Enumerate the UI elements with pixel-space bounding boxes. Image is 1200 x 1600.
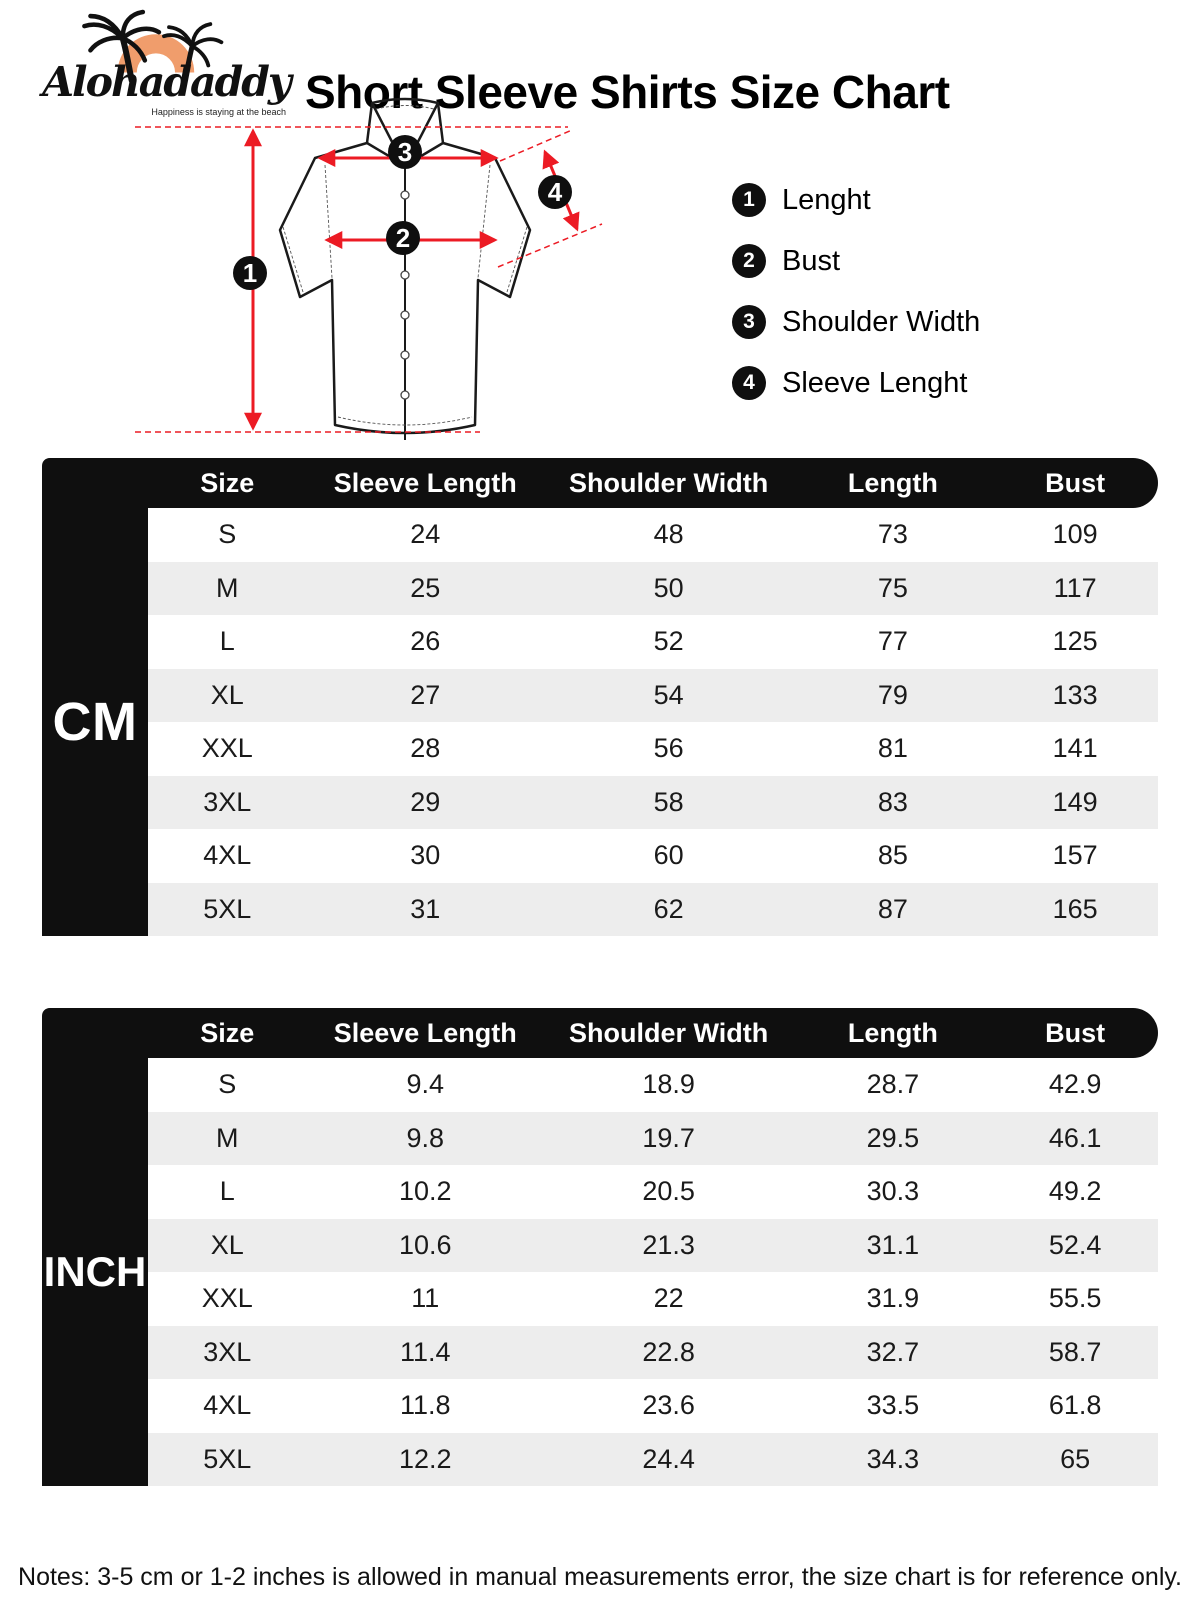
legend-item [732, 180, 980, 220]
column-header: Bust [1045, 467, 1106, 498]
measurement-legend [732, 180, 980, 424]
table-cell: 77 [877, 626, 908, 657]
table-cell: 62 [653, 893, 684, 924]
table-cell: 11.4 [399, 1336, 451, 1367]
table-row [148, 776, 1158, 830]
table-cell: 30.3 [866, 1176, 920, 1207]
table-cell: 18.9 [642, 1069, 695, 1100]
table-row [148, 829, 1158, 883]
table-row [148, 669, 1158, 723]
marker-3-badge [388, 135, 422, 169]
table-cell: 4XL [203, 1390, 252, 1421]
table-body [42, 508, 1158, 936]
marker-2-badge [386, 221, 420, 255]
column-header: Shoulder Width [569, 1017, 769, 1048]
table-cell: 5XL [203, 893, 252, 924]
table-cell: 79 [877, 679, 908, 710]
table-cell: 34.3 [866, 1443, 920, 1474]
table-cell: 24 [410, 519, 441, 550]
table-row [148, 562, 1158, 616]
table-cell: 27 [410, 679, 441, 710]
column-header: Bust [1045, 1017, 1106, 1048]
table-cell: 3XL [203, 786, 252, 817]
table-cell: S [218, 1069, 237, 1100]
page-title: Short Sleeve Shirts Size Chart [305, 65, 950, 118]
table-cell: 52.4 [1048, 1229, 1102, 1260]
table-row [148, 1165, 1158, 1219]
table-header-row [42, 1008, 1158, 1058]
table-cell: 73 [877, 519, 908, 550]
table-cell: 31.9 [866, 1283, 920, 1314]
table-cell: 49.2 [1048, 1176, 1102, 1207]
column-header: Sleeve Length [333, 1017, 517, 1048]
table-cell: 58.7 [1048, 1336, 1102, 1367]
legend-num-badge: 2 [732, 244, 766, 278]
column-header: Length [847, 1017, 938, 1048]
table-cell: 25 [410, 572, 441, 603]
legend-num-badge: 1 [732, 183, 766, 217]
table-cell: 10.6 [398, 1229, 452, 1260]
table-cell: 85 [877, 840, 908, 871]
table-header-row [42, 458, 1158, 508]
table-cell: 81 [877, 733, 908, 764]
table-cell: 55.5 [1048, 1283, 1102, 1314]
table-cell: 52 [653, 626, 684, 657]
table-cell: XXL [201, 733, 253, 764]
table-cell: 165 [1052, 893, 1098, 924]
table-cell: 65 [1060, 1443, 1091, 1474]
table-row [148, 722, 1158, 776]
sleeve-extent-dashed-line [500, 130, 572, 161]
legend-label: Lenght [782, 183, 871, 216]
table-cell: 21.3 [642, 1229, 695, 1260]
table-cell: 9.4 [406, 1069, 444, 1100]
table-row [148, 615, 1158, 669]
table-cell: 157 [1052, 840, 1098, 871]
legend-item [732, 363, 980, 403]
column-header: Size [200, 467, 255, 498]
marker-4-badge [538, 175, 572, 209]
svg-text:1: 1 [242, 258, 258, 288]
table-cell: 29.5 [866, 1122, 920, 1153]
svg-text:4: 4 [547, 177, 563, 207]
table-cell: 33.5 [866, 1390, 920, 1421]
legend-label: Shoulder Width [782, 305, 981, 338]
size-table-cm [42, 458, 1158, 936]
table-cell: 58 [653, 786, 684, 817]
column-header: Length [847, 467, 938, 498]
size-table-inch [42, 1008, 1158, 1486]
brand-tagline: Happiness is staying at the beach [151, 107, 286, 117]
table-cell: 117 [1053, 572, 1097, 603]
table-cell: 11 [411, 1283, 440, 1314]
table-cell: 46.1 [1048, 1122, 1102, 1153]
table-cell: 109 [1052, 519, 1098, 550]
table-cell: 60 [653, 840, 684, 871]
sleeve-extent-dashed-line [498, 224, 602, 267]
table-cell: 24.4 [642, 1443, 695, 1474]
table-row [148, 1272, 1158, 1326]
column-header: Size [200, 1017, 255, 1048]
table-cell: S [218, 519, 237, 550]
table-cell: XL [210, 679, 244, 710]
table-row [148, 508, 1158, 562]
legend-item [732, 302, 980, 342]
table-cell: 54 [653, 679, 684, 710]
table-row [148, 1058, 1158, 1112]
table-cell: 22 [653, 1283, 684, 1314]
table-cell: L [219, 626, 235, 657]
legend-label: Bust [782, 244, 841, 277]
table-cell: 3XL [203, 1336, 252, 1367]
table-cell: M [216, 572, 239, 603]
svg-text:2: 2 [395, 223, 411, 253]
notes-text: Notes: 3-5 cm or 1-2 inches is allowed in manual measurements error, the size chart is for reference only. [18, 1563, 1182, 1591]
table-row [148, 1112, 1158, 1166]
table-cell: 61.8 [1048, 1390, 1102, 1421]
marker-1-badge [233, 256, 267, 290]
table-row [148, 883, 1158, 937]
table-cell: XXL [201, 1283, 253, 1314]
legend-num-badge: 3 [732, 305, 766, 339]
column-header: Shoulder Width [569, 467, 769, 498]
table-cell: 20.5 [642, 1176, 695, 1207]
table-cell: 50 [653, 572, 684, 603]
table-cell: XL [210, 1229, 244, 1260]
legend-item [732, 241, 980, 281]
table-cell: 42.9 [1048, 1069, 1102, 1100]
table-row [148, 1326, 1158, 1380]
table-cell: 125 [1052, 626, 1098, 657]
unit-label: CM [52, 692, 138, 752]
table-cell: L [219, 1176, 235, 1207]
brand-wordmark: Alohadaddy [42, 58, 290, 106]
table-cell: 75 [877, 572, 908, 603]
table-cell: 23.6 [642, 1390, 695, 1421]
table-row [148, 1433, 1158, 1487]
table-cell: 31.1 [866, 1229, 920, 1260]
table-cell: 28 [410, 733, 441, 764]
table-row [148, 1379, 1158, 1433]
table-cell: 26 [410, 626, 441, 657]
column-header: Sleeve Length [333, 467, 517, 498]
table-cell: 141 [1052, 733, 1098, 764]
table-cell: 4XL [203, 840, 252, 871]
table-cell: 28.7 [866, 1069, 920, 1100]
table-cell: 83 [877, 786, 908, 817]
table-cell: 32.7 [866, 1336, 920, 1367]
table-cell: 133 [1052, 679, 1098, 710]
table-body [42, 1058, 1158, 1486]
table-cell: 48 [653, 519, 684, 550]
table-cell: 56 [653, 733, 684, 764]
table-cell: 12.2 [398, 1443, 452, 1474]
table-cell: 5XL [203, 1443, 252, 1474]
svg-text:3: 3 [397, 137, 413, 167]
table-cell: 10.2 [398, 1176, 452, 1207]
table-cell: 11.8 [399, 1390, 451, 1421]
table-cell: M [216, 1122, 239, 1153]
table-cell: 29 [410, 786, 441, 817]
table-cell: 9.8 [406, 1122, 444, 1153]
table-cell: 22.8 [642, 1336, 695, 1367]
shirt-measurement-diagram [120, 95, 620, 455]
table-cell: 31 [410, 893, 441, 924]
legend-num-badge: 4 [732, 366, 766, 400]
table-cell: 30 [410, 840, 441, 871]
table-row [148, 1219, 1158, 1273]
unit-label: INCH [43, 1248, 147, 1295]
legend-label: Sleeve Lenght [782, 366, 968, 399]
table-cell: 87 [877, 893, 908, 924]
table-cell: 19.7 [642, 1122, 695, 1153]
table-cell: 149 [1052, 786, 1098, 817]
